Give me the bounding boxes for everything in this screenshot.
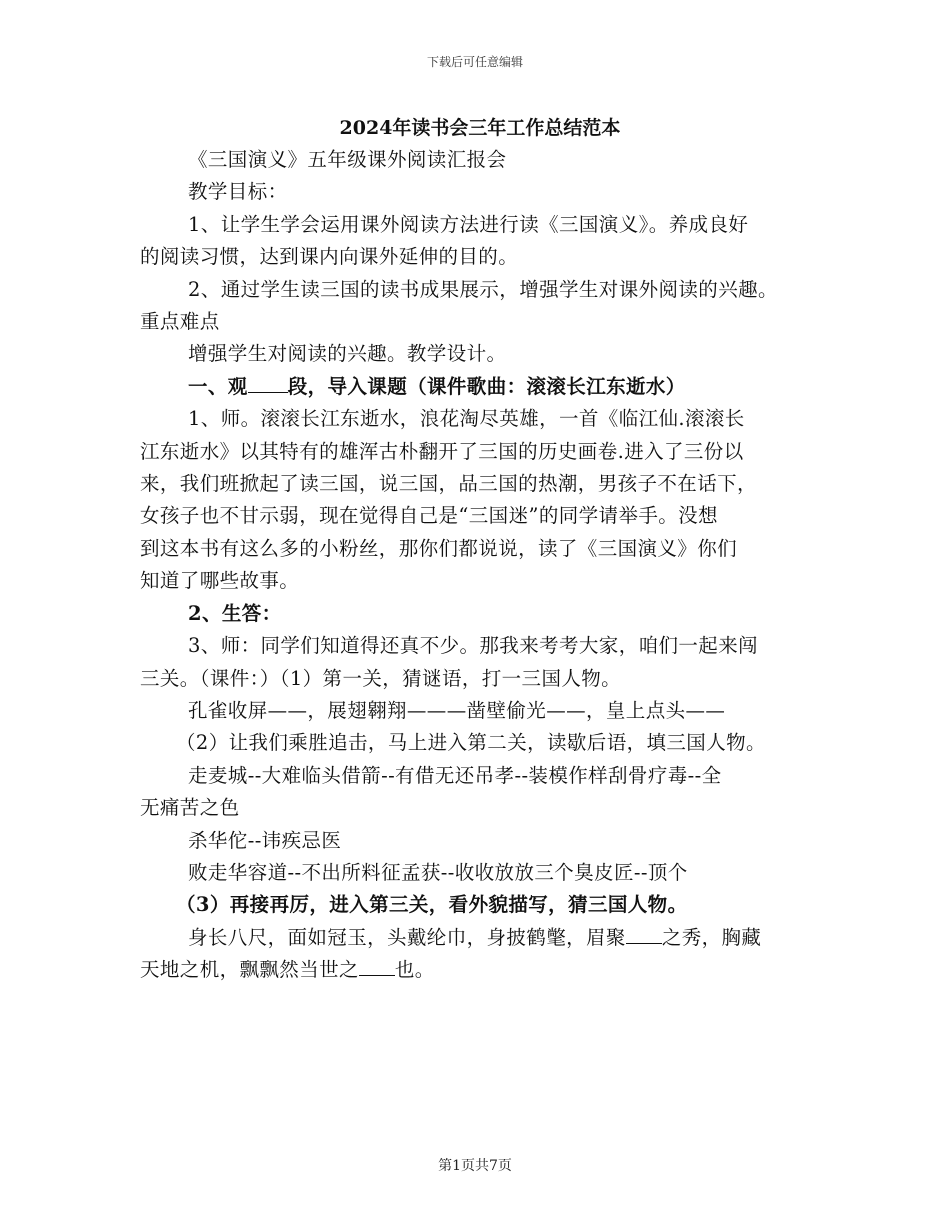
section-heading-1-start: 一、观 [188,374,248,398]
paragraph-sayings: 走麦城--大难临头借箭--有借无还吊孝--装模作样刮骨疗毒--全 [188,763,722,787]
paragraph-teacher-1-cont-2: 来，我们班掀起了读三国，说三国，品三国的热潮，男孩子不在话下， [140,472,757,496]
paragraph-sayings-3: 败走华容道--不出所料征孟获--收收放放三个臭皮匠--顶个 [188,860,688,884]
paragraph-stage-2: （2）让我们乘胜追击，马上进入第二关，读歇后语，填三国人物。 [176,731,766,755]
page-footer-page-number: 第1页共7页 [438,1158,512,1174]
paragraph-teacher-1: 1、师。滚滚长江东逝水，浪花淘尽英雄，一首《临江仙.滚滚长 [188,407,745,431]
paragraph-teacher-1-cont-1: 江东逝水》以其特有的雄浑古朴翻开了三国的历史画卷.进入了三份以 [140,439,744,463]
paragraph-student-answer: 2、生答： [188,601,282,625]
fill-blank [626,923,662,944]
paragraph-description-start: 身长八尺，面如冠玉，头戴纶巾，身披鹤氅，眉聚 [188,925,626,949]
paragraph-description-end: 之秀，胸藏 [661,925,762,949]
paragraph-goal-1: 1、让学生学会运用课外阅读方法进行读《三国演义》。养成良好 [188,212,749,236]
document-body [140,112,820,987]
paragraph-teacher-3-cont: 三关。（课件：）（1）第一关，猜谜语，打一三国人物。 [140,666,622,690]
paragraph-teacher-1-cont-5: 知道了哪些故事。 [140,569,300,593]
paragraph-subtitle: 《三国演义》五年级课外阅读汇报会 [188,148,507,171]
paragraph-description-cont-end: 也。 [394,958,435,982]
paragraph-key-points-text: 增强学生对阅读的兴趣。教学设计。 [188,342,507,366]
document-title: 2024年读书会三年工作总结范本 [339,117,621,139]
paragraph-description-cont [140,954,820,986]
section-heading-1-end: 段，导入课题（课件歌曲：滚滚长江东逝水） [287,374,686,398]
paragraph-teacher-1-cont-3: 女孩子也不甘示弱，现在觉得自己是“三国迷”的同学请举手。没想 [140,504,718,528]
paragraph-riddles: 孔雀收屏——，展翅翱翔———凿壁偷光——，皇上点头—— [188,698,726,722]
paragraph-description-cont-start: 天地之机，飘飘然当世之 [140,958,359,982]
paragraph-goal-2: 2、通过学生读三国的读书成果展示，增强学生对课外阅读的兴趣。 [188,277,778,301]
fill-blank [359,955,395,976]
paragraph-sayings-2: 杀华佗--讳疾忌医 [188,828,342,852]
page-header-note: 下载后可任意编辑 [426,55,523,69]
paragraph-teacher-1-cont-4: 到这本书有这么多的小粉丝，那你们都说说，读了《三国演义》你们 [140,536,738,560]
paragraph-goals-heading: 教学目标： [188,180,288,204]
fill-blank [248,372,288,393]
paragraph-key-points: 重点难点 [140,310,220,334]
paragraph-stage-3: （3）再接再厉，进入第三关，看外貌描写，猜三国人物。 [176,893,688,917]
paragraph-description [140,922,820,954]
paragraph-teacher-3: 3、师：同学们知道得还真不少。那我来考考大家，咱们一起来闯 [188,634,759,658]
paragraph-goal-1-cont: 的阅读习惯，达到课内向课外延伸的目的。 [140,245,519,269]
paragraph-sayings-cont: 无痛苦之色 [140,796,240,820]
section-heading-1 [140,371,820,403]
